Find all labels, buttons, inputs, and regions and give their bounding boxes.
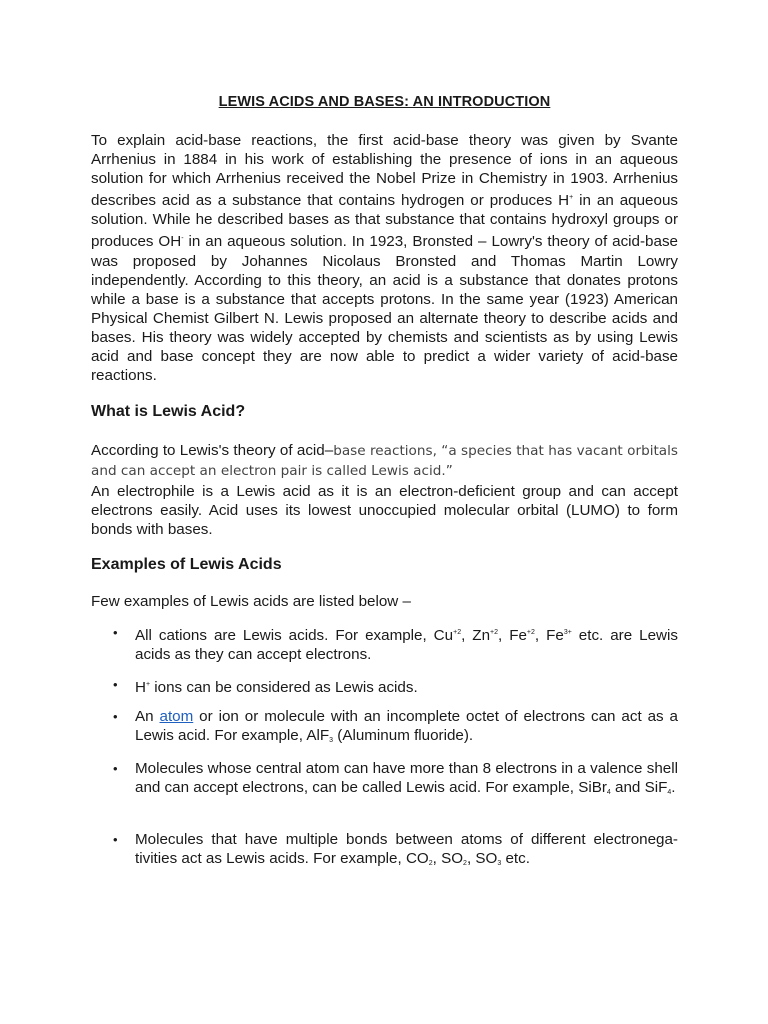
text-span: etc. are Lewis acids as they can accept electrons.: [135, 627, 678, 664]
text-span: , SO: [466, 850, 498, 868]
subscript: 3: [329, 737, 334, 745]
hydrogen-ion-charge: +: [569, 194, 574, 202]
intro-paragraph: [91, 131, 678, 385]
definition-lead: According to Lewis's theory of acid–: [91, 442, 334, 459]
lewis-acid-definition: [91, 441, 678, 481]
text-span: All cations are Lewis acids. For example, Cu: [135, 627, 454, 644]
intro-text-part-3: in an aqueous solution. In 1923, Bronsted – Lowry's theory of acid-base was proposed by Johannes Nicolaus Bronsted and Thomas Martin Lowry independently. According to this theory, an acid is a substance that donates protons while a base is a substance that accepts protons. In the same year (1923) American Physical Chemist Gilbert N. Lewis proposed an alternate theory to describe acids and bases. His theory was widely accepted by chemists and scientists as by using Lewis acid and base concept they are now able to predict a wider variety of acid-base reactions.: [91, 233, 678, 385]
text-span: , Zn: [461, 627, 491, 644]
text-span: and SiF: [610, 779, 668, 797]
bullet-icon: •: [113, 677, 118, 692]
list-item-text: [135, 759, 678, 802]
atom-link[interactable]: atom: [159, 708, 194, 725]
intro-text-part-1: To explain acid-base reactions, the first acid-base theory was given by Svante Arrhenius in 1884 in his work of establishing the presence of ions in an aqueous solution for which Arrhenius received the Nobel Prize in Chemistry in 1903. Arrhenius describes acid as a substance that contains hydrogen or produces H: [91, 132, 678, 210]
text-span: An: [135, 708, 160, 725]
subscript: 2: [463, 860, 467, 868]
intro-text-part-2: in an aqueous solution. While he described bases as that substance that contains hydroxyl groups or produces OH: [91, 192, 678, 251]
list-item-text: [135, 707, 678, 750]
charge-superscript: +2: [490, 629, 498, 636]
text-span: ions can be considered as Lewis acids.: [150, 679, 418, 696]
text-span: , Fe: [498, 627, 527, 644]
text-span: , Fe: [534, 627, 564, 644]
text-span: (Aluminum fluoride).: [333, 727, 474, 745]
list-item-text: [135, 675, 678, 697]
bullet-icon: •: [113, 761, 118, 776]
charge-superscript: +2: [453, 629, 462, 636]
definition-quote: base reactions, “a species that has vacant orbitals and can accept an electron pair is called Lewis acid.”: [91, 443, 678, 480]
list-item-text: [135, 623, 678, 664]
text-span: .: [671, 779, 676, 797]
text-span: H: [135, 679, 146, 696]
charge-superscript: 3+: [563, 629, 572, 636]
text-span: , SO: [432, 850, 464, 868]
text-span: or ion or molecule with an incomplete octet of electrons can act as a Lewis acid. For example, AlF: [135, 708, 678, 745]
electrophile-paragraph: An electrophile is a Lewis acid as it is an electron-deficient group and can accept electrons easily. Acid uses its lowest unoccupied molecular orbital (LUMO) to form bonds with bases.: [91, 483, 678, 539]
subscript: 4: [606, 789, 611, 797]
bullet-icon: •: [113, 625, 118, 640]
text-span: etc.: [501, 850, 530, 868]
text-span: Molecules whose central atom can have more than 8 electrons in a valence shell and can accept electrons, can be called Lewis acid. For example, SiBr: [135, 760, 678, 797]
heading-examples-of-lewis-acids: Examples of Lewis Acids: [91, 556, 282, 573]
document-title: LEWIS ACIDS AND BASES: AN INTRODUCTION: [218, 94, 551, 110]
examples-intro: Few examples of Lewis acids are listed below –: [91, 593, 411, 610]
list-item-text: [135, 830, 678, 873]
charge-superscript: +2: [526, 629, 535, 636]
bullet-icon: •: [113, 832, 118, 847]
charge-superscript: +: [145, 681, 151, 688]
hydroxide-ion-charge: -: [181, 235, 184, 243]
heading-what-is-lewis-acid: What is Lewis Acid?: [91, 403, 246, 420]
subscript: 2: [428, 860, 433, 868]
text-span: Molecules that have multiple bonds between atoms of different electronega-tivities act as Lewis acids. For example, CO: [135, 831, 678, 868]
subscript: 3: [497, 860, 502, 868]
subscript: 4: [667, 789, 672, 797]
bullet-icon: •: [113, 709, 118, 724]
